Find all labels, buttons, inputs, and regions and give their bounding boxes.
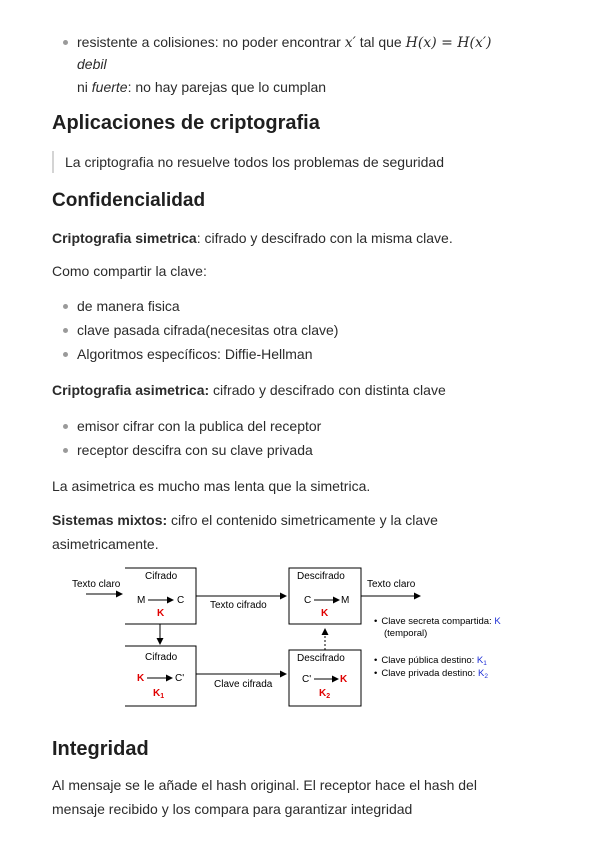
m-label: M: [137, 595, 146, 606]
m-label-2: M: [341, 595, 350, 606]
integridad-paragraph: Al mensaje se le añade el hash original. El receptor hace el hash del mensaje recibido y los compara para garantizar integridad: [52, 777, 477, 817]
list-item: Algoritmos específicos: Diffie-Hellman: [52, 342, 552, 366]
descifrado2-label: Descifrado: [297, 653, 345, 664]
section-title-apps: Aplicaciones de criptografia: [52, 112, 320, 134]
k-label-4: K: [340, 674, 348, 685]
asym-list: [52, 414, 552, 462]
share-question: Como compartir la clave:: [52, 263, 207, 279]
c-label: C: [177, 595, 185, 606]
strong-text: : no hay parejas que lo cumplan: [127, 79, 327, 95]
k-label-3: K: [137, 673, 145, 684]
share-list: [52, 294, 552, 366]
strong-line: [77, 77, 326, 97]
blockquote: La criptografia no resuelve todos los problemas de seguridad: [52, 151, 545, 173]
sym-paragraph: [52, 226, 552, 250]
clave-cifrada-label: Clave cifrada: [214, 679, 273, 690]
section-title-integridad: Integridad: [52, 738, 149, 760]
asym-paragraph: [52, 378, 552, 402]
list-item: emisor cifrar con la publica del receptor: [52, 414, 552, 438]
list-item: de manera fisica: [52, 294, 552, 318]
list-item: receptor descifra con su clave privada: [52, 438, 552, 462]
cifrado2-label: Cifrado: [145, 652, 178, 663]
texto-cifrado-label: Texto cifrado: [210, 600, 267, 611]
k1-label: $K_1$: [153, 688, 165, 700]
collision-list: [52, 30, 552, 55]
texto-claro-out: Texto claro: [367, 579, 416, 590]
asym-text: cifrado y descifrado con distinta clave: [209, 382, 446, 398]
cprime-label: C': [175, 673, 185, 684]
legend-private: • Clave privada destino: $K_2$: [374, 668, 488, 680]
list-item: [52, 30, 552, 55]
c-label-2: C: [304, 595, 312, 606]
cifrado-label: Cifrado: [145, 571, 178, 582]
asym-bold: Criptografia asimetrica:: [52, 382, 210, 398]
legend-secret: • Clave secreta compartida: K: [374, 616, 501, 627]
item-text: tal que: [359, 34, 402, 50]
math-formula: H(x) = H(x′): [405, 35, 492, 51]
item-text: resistente a colisiones: no poder encontrar: [77, 34, 341, 50]
mixed-text: cifro el contenido simetricamente y la clave asimetricamente.: [52, 512, 438, 552]
sym-bold: Criptografia simetrica: [52, 230, 197, 246]
mixed-bold: Sistemas mixtos:: [52, 512, 168, 528]
strong-label: fuerte: [91, 79, 128, 95]
weak-label: debil: [77, 56, 107, 72]
cprime-label-2: C': [302, 674, 312, 685]
ni-text: ni: [77, 79, 88, 95]
mixed-paragraph: [52, 508, 492, 556]
texto-claro-in: Texto claro: [72, 579, 121, 590]
slow-note: La asimetrica es mucho mas lenta que la simetrica.: [52, 478, 371, 494]
legend-temporal: (temporal): [384, 628, 428, 639]
k2-label: $K_2$: [319, 688, 331, 700]
sym-text: : cifrado y descifrado con la misma clave.: [196, 230, 453, 246]
legend-public: • Clave pública destino: $K_1$: [374, 655, 487, 667]
hybrid-crypto-diagram: [0, 560, 600, 720]
descifrado-label: Descifrado: [297, 571, 345, 582]
list-item: clave pasada cifrada(necesitas otra clave): [52, 318, 552, 342]
k-label: K: [157, 608, 165, 619]
section-title-confidencialidad: Confidencialidad: [52, 190, 206, 211]
k-label-2: K: [321, 608, 329, 619]
math-var: x′: [344, 35, 356, 51]
